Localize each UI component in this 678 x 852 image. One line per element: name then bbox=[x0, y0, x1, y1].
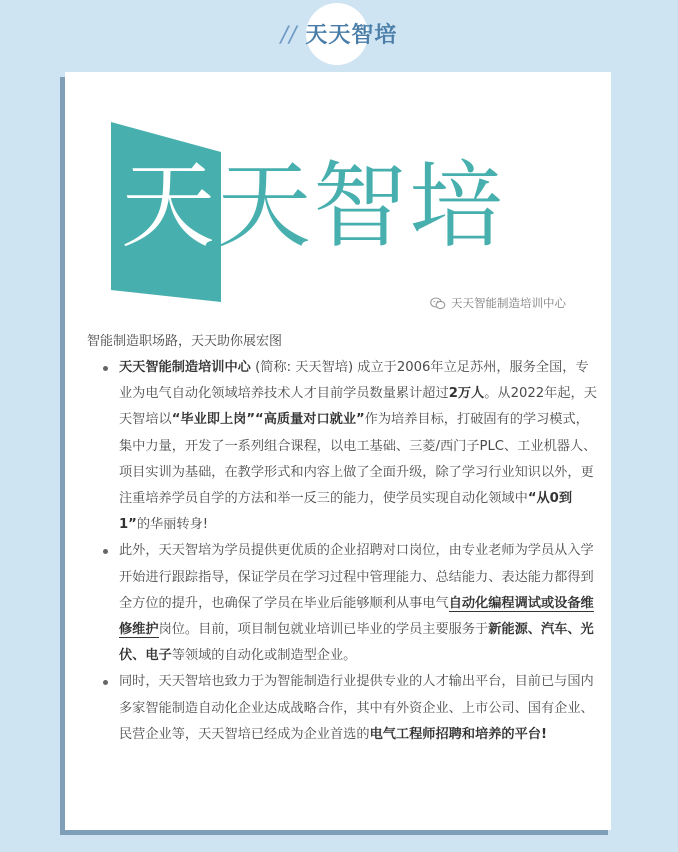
brand-logo bbox=[111, 122, 561, 302]
logo-char-first: 天 bbox=[121, 152, 218, 261]
feature-list bbox=[105, 355, 601, 748]
page-header bbox=[0, 0, 678, 70]
bold-text: “从0到1” bbox=[119, 491, 573, 533]
logo-chars-rest: 天智培 bbox=[217, 152, 506, 261]
underlined-bold-text: 自动化编程调试或设备维修维护 bbox=[119, 595, 594, 638]
bold-text: 新能源、汽车、光伏、电子 bbox=[119, 622, 594, 664]
body-text: 此外，天天智培为学员提供更优质的企业招聘对口岗位，由专业老师为学员从入学开始进行跟踪指导，保证学员在学习过程中管理能力、总结能力、表达能力都得到全方位的提升，也确保了学员在毕业后能够顺利从事电气 bbox=[119, 543, 594, 611]
wechat-icon bbox=[430, 297, 446, 310]
body-text: 同时，天天智培也致力于为智能制造行业提供专业的人才输出平台，目前已与国内多家智能制造自动化企业达成战略合作，其中有外资企业、上市公司、国有企业、民营企业等，天天智培已经成为企业首选的 bbox=[119, 674, 594, 742]
bold-text: 天天智能制造培训中心 bbox=[119, 360, 251, 375]
logo-text bbox=[121, 152, 505, 262]
bold-text: 电气工程师招聘和培养的平台! bbox=[369, 726, 548, 742]
list-item bbox=[105, 538, 601, 669]
body-text: 的华丽转身! bbox=[136, 517, 209, 533]
article-card bbox=[65, 72, 611, 830]
wechat-label: 天天智能制造培训中心 bbox=[451, 296, 566, 310]
bold-text: 2万人 bbox=[448, 386, 485, 402]
intro-text: 智能制造职场路，天天助你展宏图 bbox=[87, 334, 283, 349]
body-text: 。从2022年起，天天智培以 bbox=[119, 386, 597, 428]
list-item bbox=[105, 355, 601, 538]
bold-text: “毕业即上岗”“高质量对口就业” bbox=[171, 412, 365, 428]
list-item bbox=[105, 669, 601, 748]
body-text: 岗位。目前，项目制包就业培训已毕业的学员主要服务于 bbox=[158, 622, 489, 638]
body-text: (简称: 天天智培) 成立于2006年立足苏州，服务全国，专业为电气自动化领域培养技术人才目前学员数量累计超过 bbox=[119, 360, 589, 402]
page-title bbox=[0, 18, 678, 49]
title-slashes: // bbox=[280, 23, 298, 48]
wechat-source bbox=[430, 295, 566, 311]
title-text: 天天智培 bbox=[305, 23, 398, 48]
body-text: 等领域的自动化或制造型企业。 bbox=[171, 648, 357, 664]
body-text: 作为培养目标，打破固有的学习模式，集中力量，开发了一系列组合课程，以电工基础、三菱/西门子PLC、工业机器人、项目实训为基础，在教学形式和内容上做了全面升级，除了学习行业知识以外，更注重培养学员自学的方法和举一反三的能力，使学员实现自动化领域中 bbox=[119, 412, 597, 507]
